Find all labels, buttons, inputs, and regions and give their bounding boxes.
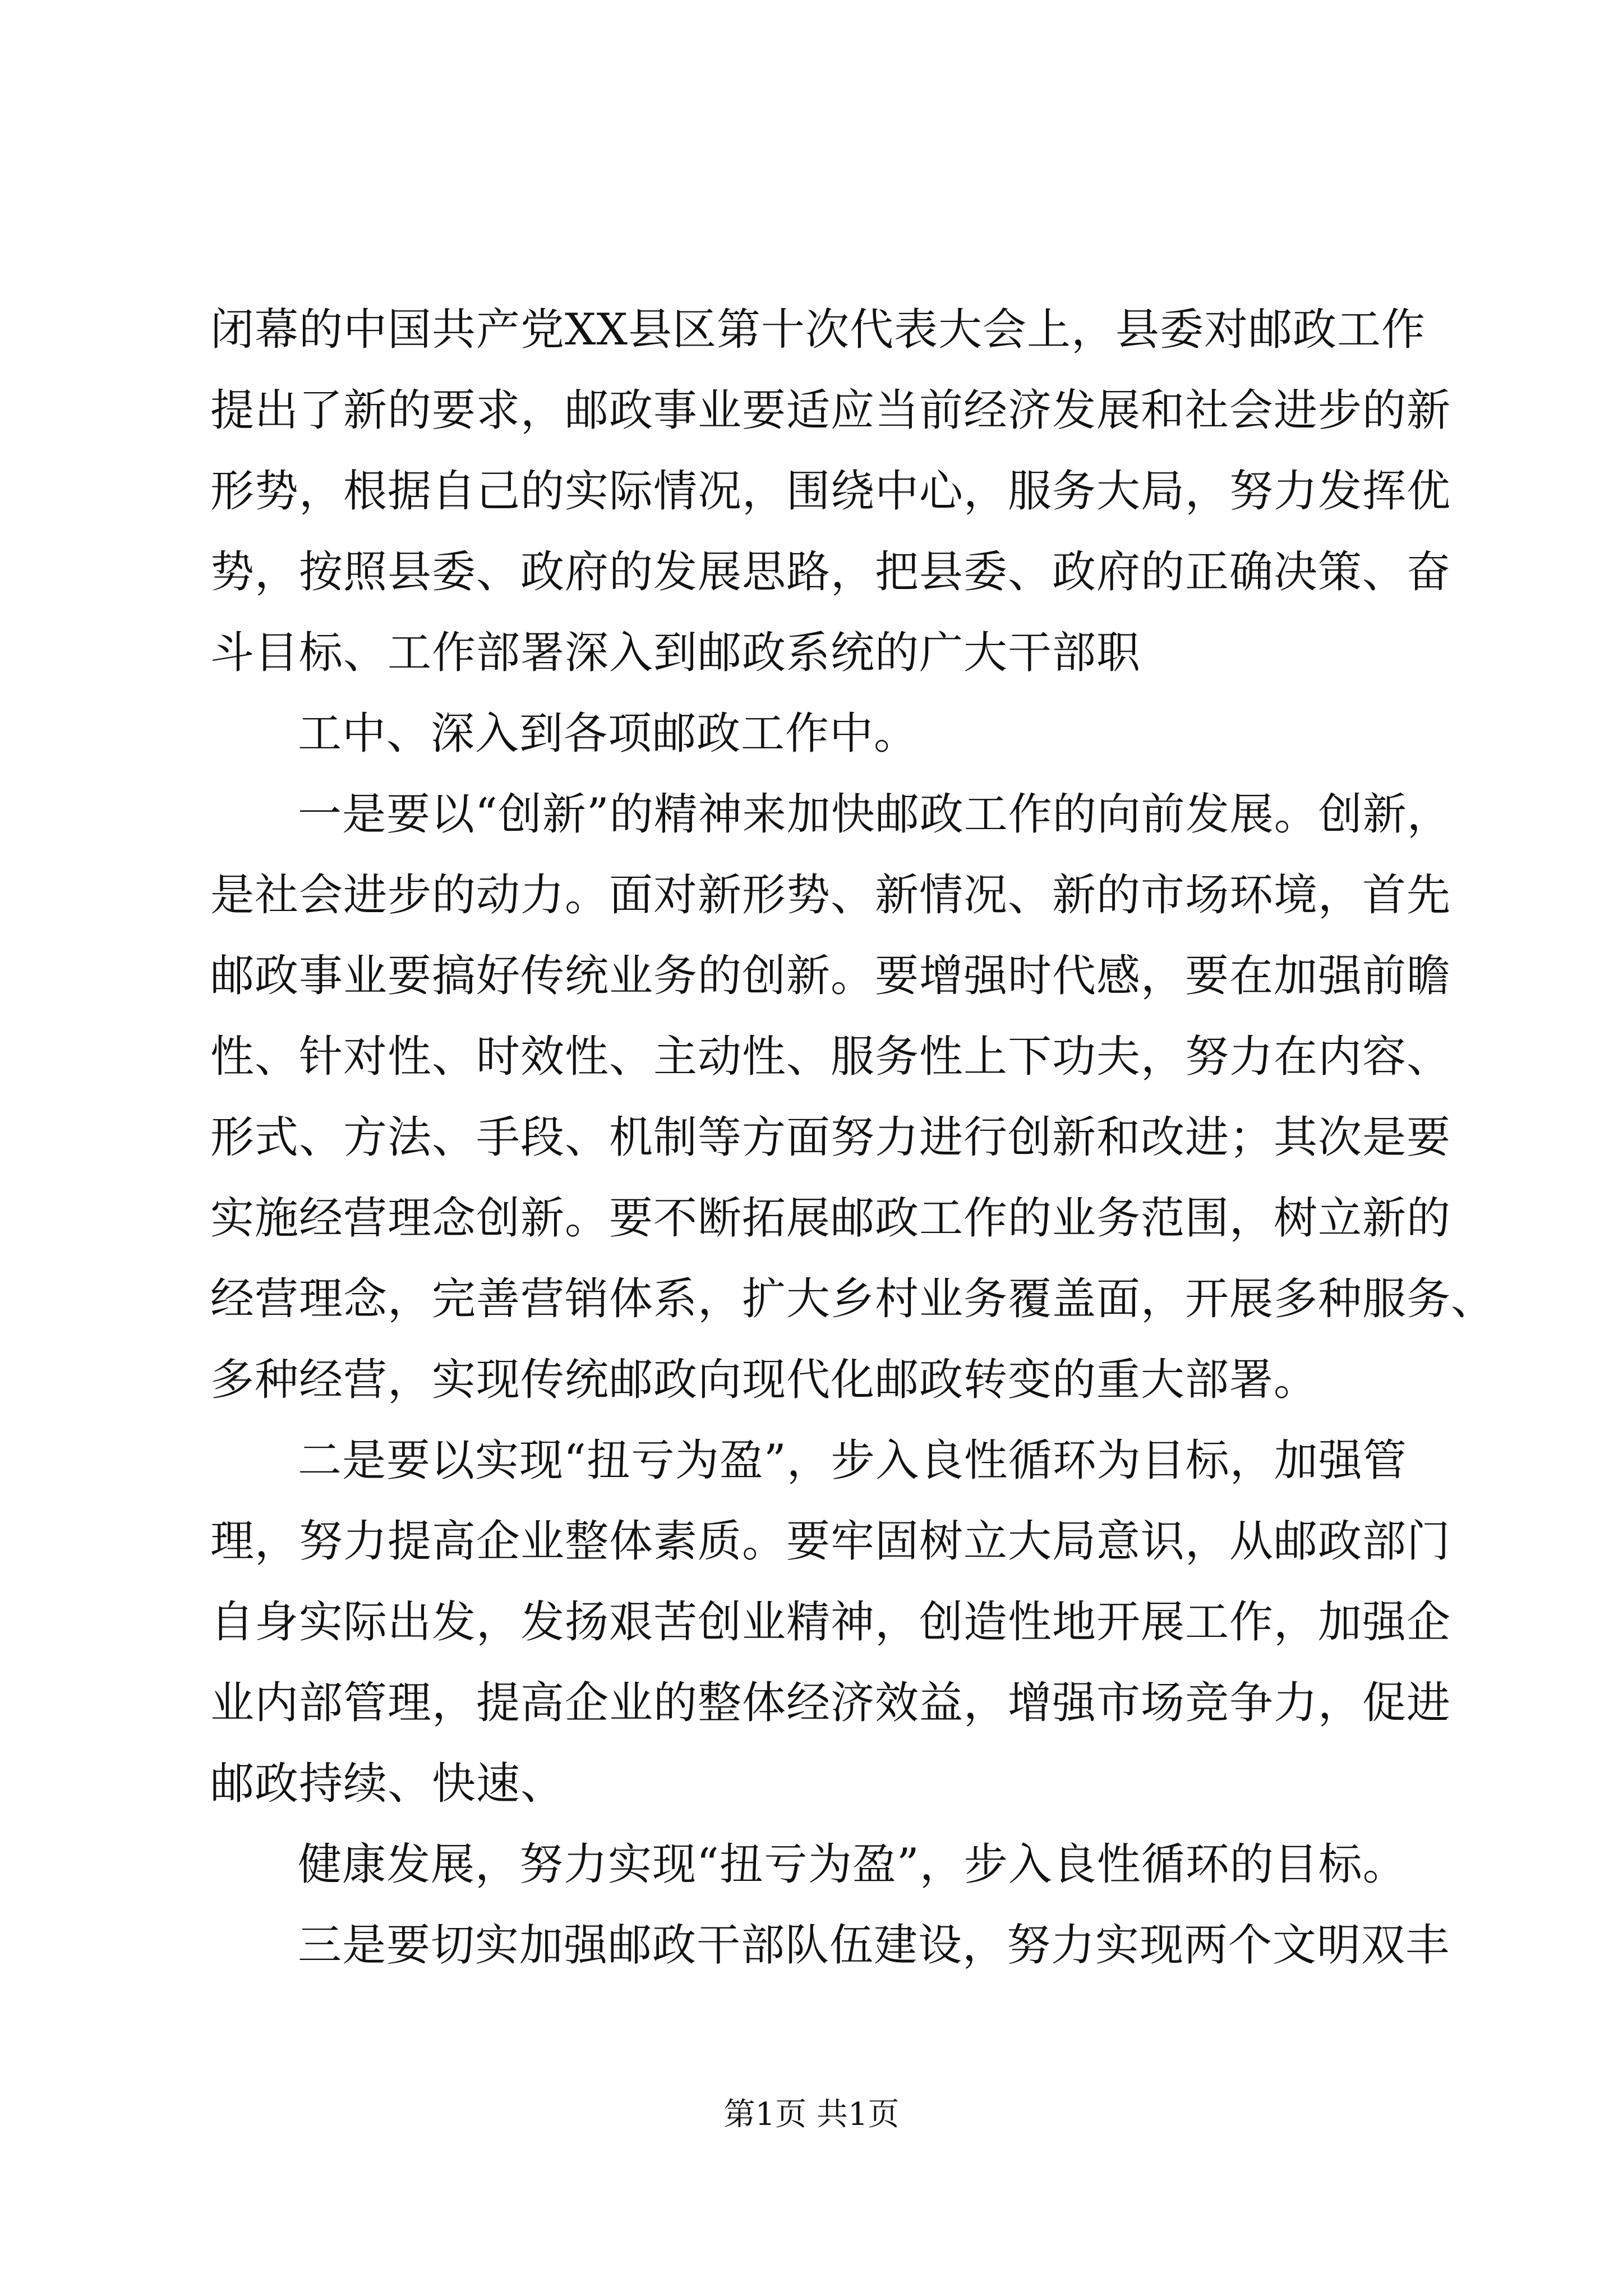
page-footer: 第1页 共1页	[723, 2096, 900, 2133]
text-line: 健康发展，努力实现“扭亏为盈”，步入良性循环的目标。	[298, 1839, 1407, 1890]
text-line: 三是要切实加强邮政干部队伍建设，努力实现两个文明双丰	[298, 1920, 1450, 1971]
text-line: 多种经营，实现传统邮政向现代化邮政转变的重大部署。	[210, 1355, 1318, 1405]
text-line: 实施经营理念创新。要不断拓展邮政工作的业务范围，树立新的	[210, 1193, 1451, 1244]
text-line: 斗目标、工作部署深入到邮政系统的广大干部职	[210, 628, 1141, 678]
text-line: 二是要以实现“扭亏为盈”，步入良性循环为目标，加强管	[298, 1435, 1407, 1486]
text-line: 是社会进步的动力。面对新形势、新情况、新的市场环境，首先	[210, 870, 1451, 921]
text-line: 业内部管理，提高企业的整体经济效益，增强市场竞争力，促进	[210, 1678, 1451, 1728]
text-line: 形势，根据自己的实际情况，围绕中心，服务大局，努力发挥优	[210, 466, 1451, 517]
text-line: 工中、深入到各项邮政工作中。	[298, 708, 919, 759]
text-line: 闭幕的中国共产党XX县区第十次代表大会上，县委对邮政工作	[210, 305, 1426, 355]
text-line: 自身实际出发，发扬艰苦创业精神，创造性地开展工作，加强企	[210, 1597, 1451, 1648]
text-line: 邮政事业要搞好传统业务的创新。要增强时代感，要在加强前瞻	[210, 951, 1451, 1001]
text-line: 理，努力提高企业整体素质。要牢固树立大局意识，从邮政部门	[210, 1516, 1451, 1567]
text-line: 一是要以“创新”的精神来加快邮政工作的向前发展。创新，	[298, 789, 1451, 840]
text-line: 经营理念，完善营销体系，扩大乡村业务覆盖面，开展多种服务、	[210, 1274, 1496, 1324]
text-line: 势，按照县委、政府的发展思路，把县委、政府的正确决策、奋	[210, 547, 1451, 597]
text-line: 性、针对性、时效性、主动性、服务性上下功夫，努力在内容、	[210, 1032, 1451, 1082]
text-line: 邮政持续、快速、	[210, 1759, 565, 1809]
text-line: 形式、方法、手段、机制等方面努力进行创新和改进；其次是要	[210, 1112, 1451, 1163]
text-line: 提出了新的要求，邮政事业要适应当前经济发展和社会进步的新	[210, 385, 1451, 436]
